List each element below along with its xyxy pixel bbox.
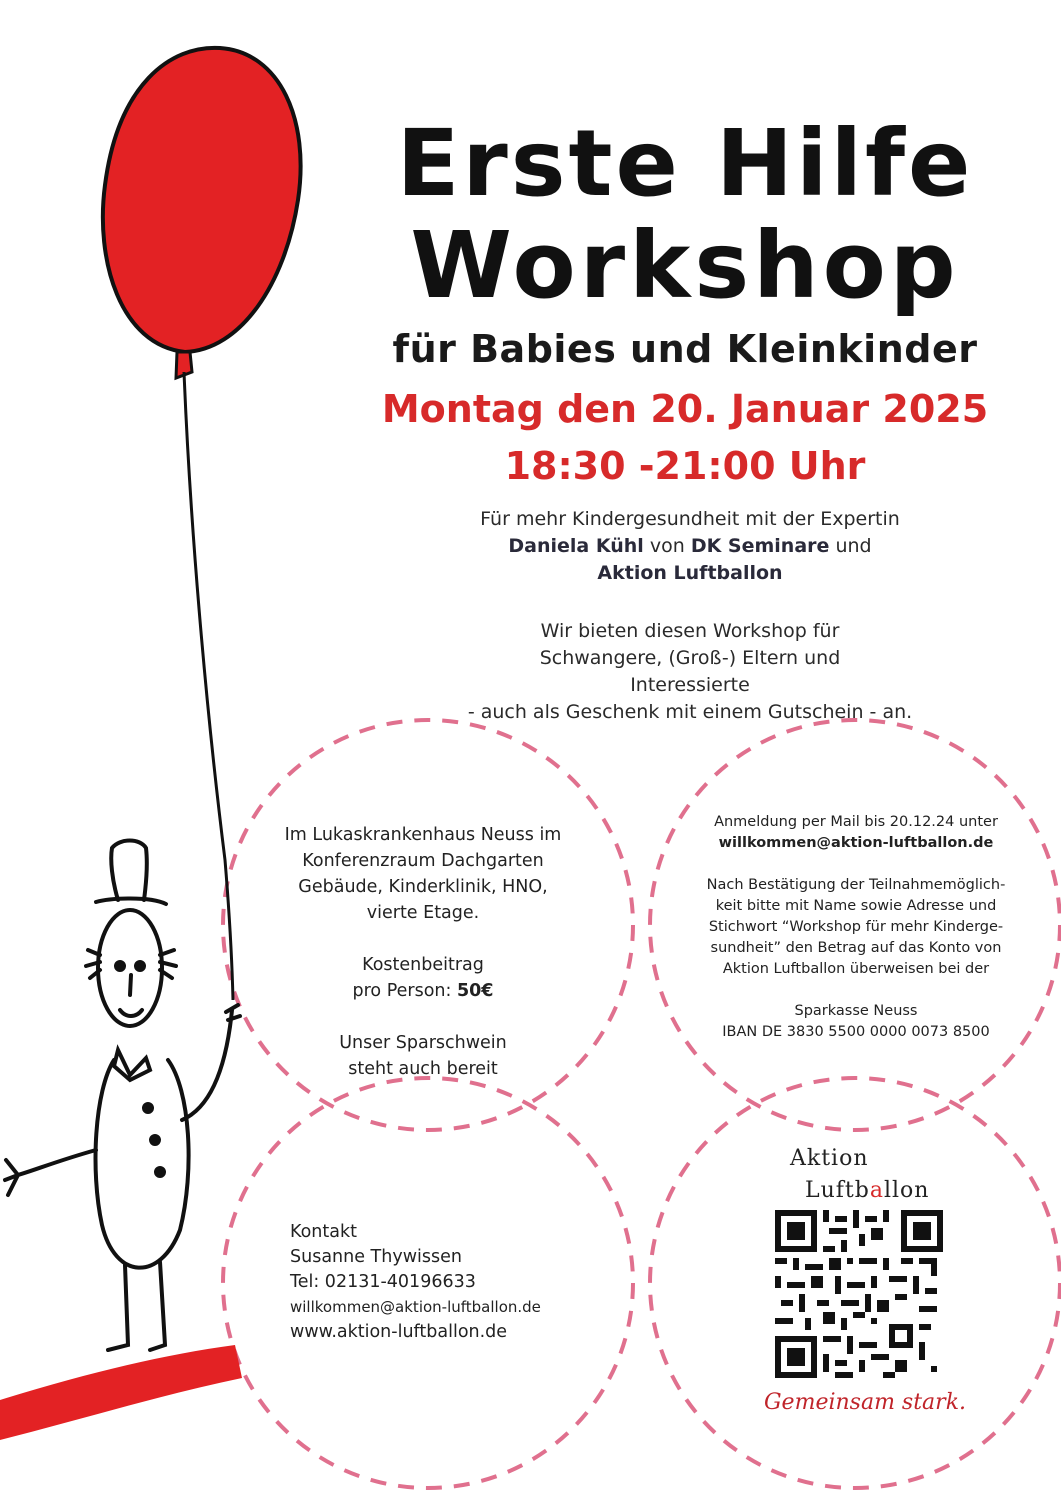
title-line1: Erste Hilfe	[396, 110, 974, 217]
logo-slogan: Gemeinsam stark.	[763, 1390, 967, 1415]
registration-p2-line5: Aktion Luftballon überweisen bei der	[722, 961, 990, 977]
event-date: Montag den 20. Januar 2025	[381, 387, 989, 431]
registration-p2-line4: sundheit” den Betrag auf das Konto von	[710, 940, 1002, 956]
cost-line	[258, 978, 588, 1004]
contact-name: Susanne Thywissen	[290, 1247, 462, 1267]
cost-label: Kostenbeitrag	[362, 955, 484, 975]
stick-figure-icon	[5, 841, 240, 1351]
event-time: 18:30 -21:00 Uhr	[504, 444, 866, 488]
registration-info	[676, 812, 1036, 1043]
intro-line2	[380, 533, 1000, 560]
intro-von: von	[643, 535, 691, 557]
registration-email[interactable]: willkommen@aktion-luftballon.de	[718, 835, 994, 851]
company-name: DK Seminare	[690, 535, 830, 557]
registration-line1: Anmeldung per Mail bis 20.12.24 unter	[714, 814, 998, 830]
intro-line3	[380, 560, 1000, 587]
bank-name: Sparkasse Neuss	[794, 1003, 918, 1019]
contact-phone[interactable]: Tel: 02131-40196633	[290, 1272, 476, 1292]
logo-word2-c: llon	[883, 1178, 930, 1203]
red-ground	[0, 1345, 242, 1440]
intro-block	[380, 506, 1000, 587]
balloon-icon	[103, 48, 301, 352]
contact-info	[290, 1220, 610, 1345]
piggy-line2: steht auch bereit	[348, 1059, 498, 1079]
subtitle: für Babies und Kleinkinder	[392, 327, 978, 371]
registration-p2-line3: Stichwort “Workshop für mehr Kinderge-	[708, 919, 1004, 935]
location-line3: Gebäude, Kinderklinik, HNO,	[298, 877, 548, 897]
location-line2: Konferenzraum Dachgarten	[302, 851, 544, 871]
qr-code-icon[interactable]	[775, 1210, 943, 1378]
organization-name: Aktion Luftballon	[597, 562, 783, 584]
offer-block	[380, 618, 1000, 726]
location-info	[258, 822, 588, 1082]
logo-word1: Aktion	[790, 1146, 869, 1171]
iban: IBAN DE 3830 5500 0000 0073 8500	[722, 1024, 990, 1040]
piggy-line1: Unser Sparschwein	[339, 1033, 507, 1053]
intro-und: und	[829, 535, 872, 557]
title-line2: Workshop	[410, 212, 960, 319]
offer-line2: Schwangere, (Groß-) Eltern und	[539, 647, 841, 669]
cost-value: 50€	[456, 981, 494, 1001]
offer-line1: Wir bieten diesen Workshop für	[540, 620, 840, 642]
expert-name: Daniela Kühl	[508, 535, 644, 557]
logo-word2-a: Luftb	[805, 1178, 870, 1203]
balloon-string	[184, 372, 233, 1000]
cost-per: pro Person:	[352, 981, 457, 1001]
offer-line4: - auch als Geschenk mit einem Gutschein - an.	[467, 701, 913, 723]
registration-email-link[interactable]	[676, 833, 1036, 854]
contact-email[interactable]: willkommen@aktion-luftballon.de	[290, 1298, 541, 1316]
location-line4: vierte Etage.	[366, 903, 480, 923]
contact-website[interactable]: www.aktion-luftballon.de	[290, 1322, 508, 1342]
contact-label: Kontakt	[290, 1222, 357, 1242]
location-line1: Im Lukaskrankenhaus Neuss im	[284, 825, 562, 845]
logo-word2	[805, 1178, 929, 1203]
intro-line1: Für mehr Kindergesundheit mit der Expertin	[480, 508, 900, 530]
logo-word2-b: a	[869, 1178, 884, 1203]
registration-p2-line1: Nach Bestätigung der Teilnahmemöglich-	[706, 877, 1006, 893]
offer-line3: Interessierte	[630, 674, 750, 696]
registration-p2-line2: keit bitte mit Name sowie Adresse und	[715, 898, 997, 914]
